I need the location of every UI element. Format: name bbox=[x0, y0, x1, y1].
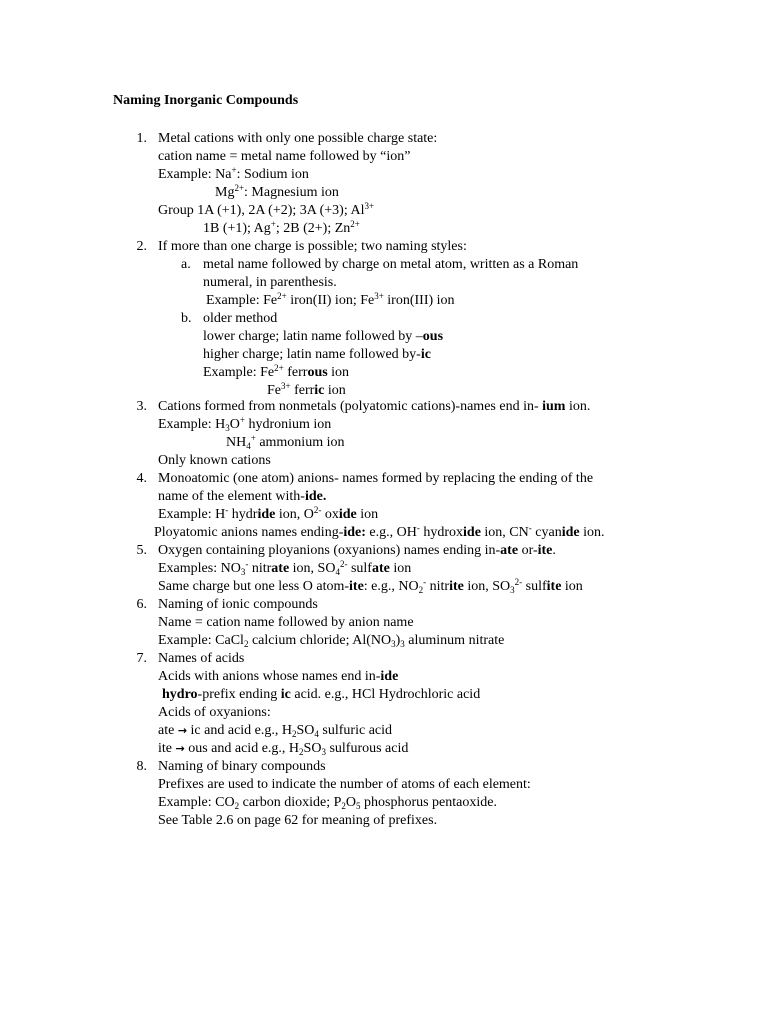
bold-suffix: ide bbox=[463, 525, 481, 540]
list-item-number: 2. bbox=[136, 239, 147, 254]
superscript-charge: 2- bbox=[514, 577, 523, 587]
list-item-line: Metal cations with only one possible charge state: bbox=[158, 131, 438, 146]
list-item-line: Acids of oxyanions: bbox=[158, 705, 271, 720]
text-run: ion bbox=[356, 507, 379, 522]
list-item-line bbox=[158, 202, 374, 220]
subscript-count: 3 bbox=[240, 567, 246, 577]
subscript-count: 2 bbox=[299, 747, 304, 757]
list-item-line bbox=[158, 794, 497, 812]
list-item-line bbox=[158, 398, 590, 416]
text-run: hydr bbox=[228, 507, 258, 522]
superscript-charge: + bbox=[250, 433, 256, 443]
text-run: lower charge; latin name followed by – bbox=[203, 329, 423, 344]
list-item-line bbox=[226, 434, 344, 452]
subscript-count: 3 bbox=[225, 423, 230, 433]
text-run: higher charge; latin name followed by- bbox=[203, 347, 421, 362]
bold-suffix: ide: bbox=[343, 525, 366, 540]
list-item-line bbox=[158, 488, 326, 506]
text-run: Acids with anions whose names end in- bbox=[158, 669, 381, 684]
list-item-line bbox=[162, 686, 480, 704]
subscript-count: 2 bbox=[234, 801, 240, 811]
sub-item-text: older method bbox=[203, 311, 278, 326]
bold-suffix: ite bbox=[546, 579, 562, 594]
sub-item-label: b. bbox=[181, 311, 192, 326]
list-item-line: Only known cations bbox=[158, 453, 271, 468]
page-title: Naming Inorganic Compounds bbox=[113, 93, 299, 108]
list-item-line bbox=[158, 560, 411, 578]
text-run: ion, SO bbox=[289, 561, 336, 576]
bold-suffix: ite bbox=[449, 579, 464, 594]
list-item-line: numeral, in parenthesis. bbox=[203, 275, 337, 290]
list-item-line: Monoatomic (one atom) anions- names formed by replacing the ending of the bbox=[158, 471, 594, 486]
text-run: ate bbox=[158, 723, 178, 738]
superscript-charge: 2+ bbox=[350, 219, 360, 229]
text-run: ferr bbox=[290, 383, 315, 398]
text-run: Fe bbox=[267, 383, 281, 398]
text-run: iron(III) ion bbox=[383, 293, 455, 308]
superscript-charge: + bbox=[239, 415, 245, 425]
list-item-line bbox=[158, 542, 556, 560]
sub-item-text: metal name followed by charge on metal atom, written as a Roman bbox=[203, 257, 579, 272]
list-item-line bbox=[206, 292, 455, 310]
text-run: : e.g., NO bbox=[363, 579, 419, 594]
superscript-charge: 2- bbox=[339, 559, 348, 569]
text-run: ox bbox=[321, 507, 339, 522]
list-item-number: 5. bbox=[136, 543, 147, 558]
list-item-line bbox=[154, 524, 604, 542]
superscript-charge: 2+ bbox=[277, 291, 287, 301]
text-run: nitr bbox=[248, 561, 272, 576]
list-item-number: 7. bbox=[136, 651, 147, 666]
subscript-count: 3 bbox=[321, 747, 326, 757]
bold-suffix: ide bbox=[338, 507, 357, 522]
list-item-line bbox=[158, 578, 583, 596]
bold-suffix: ate bbox=[371, 561, 390, 576]
text-run: Oxygen containing ployanions (oxyanions) names ending in- bbox=[158, 543, 501, 558]
superscript-charge: 3+ bbox=[374, 291, 384, 301]
subscript-count: 3 bbox=[400, 639, 405, 649]
text-run: SO bbox=[296, 723, 315, 738]
list-item-line bbox=[158, 740, 408, 758]
text-run: ic and acid e.g., H bbox=[187, 723, 293, 738]
bold-suffix: ic bbox=[420, 347, 431, 362]
text-run: O bbox=[229, 417, 240, 432]
bold-suffix: ide bbox=[561, 525, 580, 540]
text-run: name of the element with- bbox=[158, 489, 305, 504]
text-run: ion. bbox=[579, 525, 605, 540]
list-item-line bbox=[203, 220, 360, 238]
list-item-line bbox=[158, 668, 398, 686]
text-run: ite bbox=[158, 741, 176, 756]
text-run: Example: Fe bbox=[206, 293, 278, 308]
list-item-line: Naming of ionic compounds bbox=[158, 597, 318, 612]
text-run: Examples: NO bbox=[158, 561, 241, 576]
superscript-charge: - bbox=[528, 523, 532, 533]
bold-suffix: ic bbox=[314, 383, 325, 398]
text-run: Example: Na bbox=[158, 167, 232, 182]
text-run: nitr bbox=[426, 579, 450, 594]
text-run: hydronium ion bbox=[244, 417, 332, 432]
bold-suffix: ium bbox=[542, 399, 566, 414]
list-item-number: 6. bbox=[136, 597, 147, 612]
text-run: Ployatomic anions names ending- bbox=[154, 525, 344, 540]
text-run: acid. e.g., HCl Hydrochloric acid bbox=[290, 687, 481, 702]
list-item-line bbox=[215, 184, 339, 202]
text-run: ; 2B (2+); Zn bbox=[275, 221, 351, 236]
text-run: sulfurous acid bbox=[325, 741, 409, 756]
text-run: phosphorus pentaoxide. bbox=[360, 795, 497, 810]
text-run: 1B (+1); Ag bbox=[203, 221, 271, 236]
subscript-count: 5 bbox=[356, 801, 361, 811]
text-run: e.g., OH bbox=[365, 525, 417, 540]
superscript-charge: 2+ bbox=[274, 363, 284, 373]
list-item-line bbox=[203, 364, 349, 382]
text-run: Example: CaCl bbox=[158, 633, 244, 648]
superscript-charge: 2- bbox=[313, 505, 322, 515]
bold-suffix: ate bbox=[271, 561, 290, 576]
subscript-count: 2 bbox=[418, 585, 424, 595]
text-run: sulf bbox=[522, 579, 547, 594]
text-run: Mg bbox=[215, 185, 235, 200]
text-run: or- bbox=[518, 543, 538, 558]
superscript-charge: + bbox=[270, 219, 276, 229]
bold-suffix: ous bbox=[422, 329, 444, 344]
bold-suffix: hydro bbox=[162, 687, 198, 702]
text-run: ous and acid e.g., H bbox=[184, 741, 300, 756]
text-run: O bbox=[345, 795, 356, 810]
bold-suffix: ite bbox=[537, 543, 553, 558]
text-run: sulf bbox=[347, 561, 372, 576]
superscript-charge: - bbox=[225, 505, 229, 515]
bold-suffix: ide bbox=[380, 669, 399, 684]
list-item-number: 4. bbox=[136, 471, 147, 486]
list-item-line bbox=[158, 416, 331, 434]
superscript-charge: 3+ bbox=[364, 201, 375, 211]
text-run: ) bbox=[395, 633, 401, 648]
list-item-line bbox=[158, 722, 392, 740]
text-run: ion bbox=[561, 579, 583, 594]
text-run: ferr bbox=[283, 365, 308, 380]
superscript-charge: - bbox=[245, 559, 249, 569]
text-run: Example: CO bbox=[158, 795, 235, 810]
list-item-line bbox=[158, 506, 378, 524]
text-run: : Magnesium ion bbox=[244, 185, 339, 200]
text-run: cyan bbox=[531, 525, 562, 540]
text-run: Example: H bbox=[158, 417, 226, 432]
bold-suffix: ic bbox=[280, 687, 291, 702]
subscript-count: 2 bbox=[292, 729, 297, 739]
text-run: Cations formed from nonmetals (polyatomic cations)-names end in- bbox=[158, 399, 543, 414]
subscript-count: 3 bbox=[391, 639, 396, 649]
text-run: ion, O bbox=[275, 507, 314, 522]
text-run: hydrox bbox=[419, 525, 464, 540]
subscript-count: 4 bbox=[335, 567, 340, 577]
text-run: ion, CN bbox=[480, 525, 529, 540]
text-run: : Sodium ion bbox=[236, 167, 309, 182]
text-run: ion, SO bbox=[463, 579, 511, 594]
bold-suffix: ous bbox=[307, 365, 328, 380]
text-run: ion bbox=[324, 383, 346, 398]
text-run: Example: H bbox=[158, 507, 226, 522]
subscript-count: 4 bbox=[314, 729, 319, 739]
bold-suffix: ide bbox=[257, 507, 276, 522]
text-run: carbon dioxide; P bbox=[239, 795, 342, 810]
list-item-line: Naming of binary compounds bbox=[158, 759, 326, 774]
list-item-line: cation name = metal name followed by “ion” bbox=[158, 149, 411, 164]
text-run: . bbox=[552, 543, 556, 558]
text-run: Group 1A (+1), 2A (+2); 3A (+3); Al bbox=[158, 203, 365, 218]
superscript-charge: 2+ bbox=[234, 183, 245, 193]
text-run: ammonium ion bbox=[255, 435, 345, 450]
superscript-charge: 3+ bbox=[281, 381, 291, 391]
superscript-charge: - bbox=[423, 577, 427, 587]
list-item-line bbox=[203, 346, 431, 364]
text-run: aluminum nitrate bbox=[404, 633, 505, 648]
text-run: Example: Fe bbox=[203, 365, 275, 380]
superscript-charge: + bbox=[231, 165, 237, 175]
list-item-line bbox=[158, 632, 504, 650]
list-item-line bbox=[158, 166, 309, 184]
text-run: NH bbox=[226, 435, 247, 450]
text-run: ion bbox=[327, 365, 350, 380]
list-item-line: If more than one charge is possible; two naming styles: bbox=[158, 239, 467, 254]
subscript-count: 2 bbox=[243, 639, 249, 649]
text-run: Same charge but one less O atom- bbox=[158, 579, 350, 594]
text-run: sulfuric acid bbox=[318, 723, 393, 738]
subscript-count: 3 bbox=[510, 585, 515, 595]
list-item-number: 8. bbox=[136, 759, 147, 774]
arrow-icon: → bbox=[175, 742, 185, 755]
text-run: iron(II) ion; Fe bbox=[286, 293, 375, 308]
arrow-icon: → bbox=[177, 724, 188, 737]
list-item-number: 3. bbox=[136, 399, 147, 414]
bold-suffix: ide. bbox=[304, 489, 327, 504]
list-item-line: Name = cation name followed by anion name bbox=[158, 615, 414, 630]
list-item-line bbox=[203, 328, 443, 346]
subscript-count: 4 bbox=[246, 441, 251, 451]
list-item-line: Names of acids bbox=[158, 651, 245, 666]
text-run: ion. bbox=[565, 399, 591, 414]
text-run: ion bbox=[389, 561, 412, 576]
list-item-line: Prefixes are used to indicate the number of atoms of each element: bbox=[158, 777, 531, 792]
subscript-count: 2 bbox=[341, 801, 346, 811]
sub-item-label: a. bbox=[181, 257, 191, 272]
text-run: -prefix ending bbox=[197, 687, 281, 702]
text-run: calcium chloride; Al(NO bbox=[248, 633, 392, 648]
list-item-number: 1. bbox=[136, 131, 147, 146]
bold-suffix: ate bbox=[500, 543, 519, 558]
superscript-charge: - bbox=[416, 523, 420, 533]
text-run: SO bbox=[303, 741, 322, 756]
bold-suffix: ite bbox=[349, 579, 364, 594]
list-item-line: See Table 2.6 on page 62 for meaning of prefixes. bbox=[158, 813, 438, 828]
